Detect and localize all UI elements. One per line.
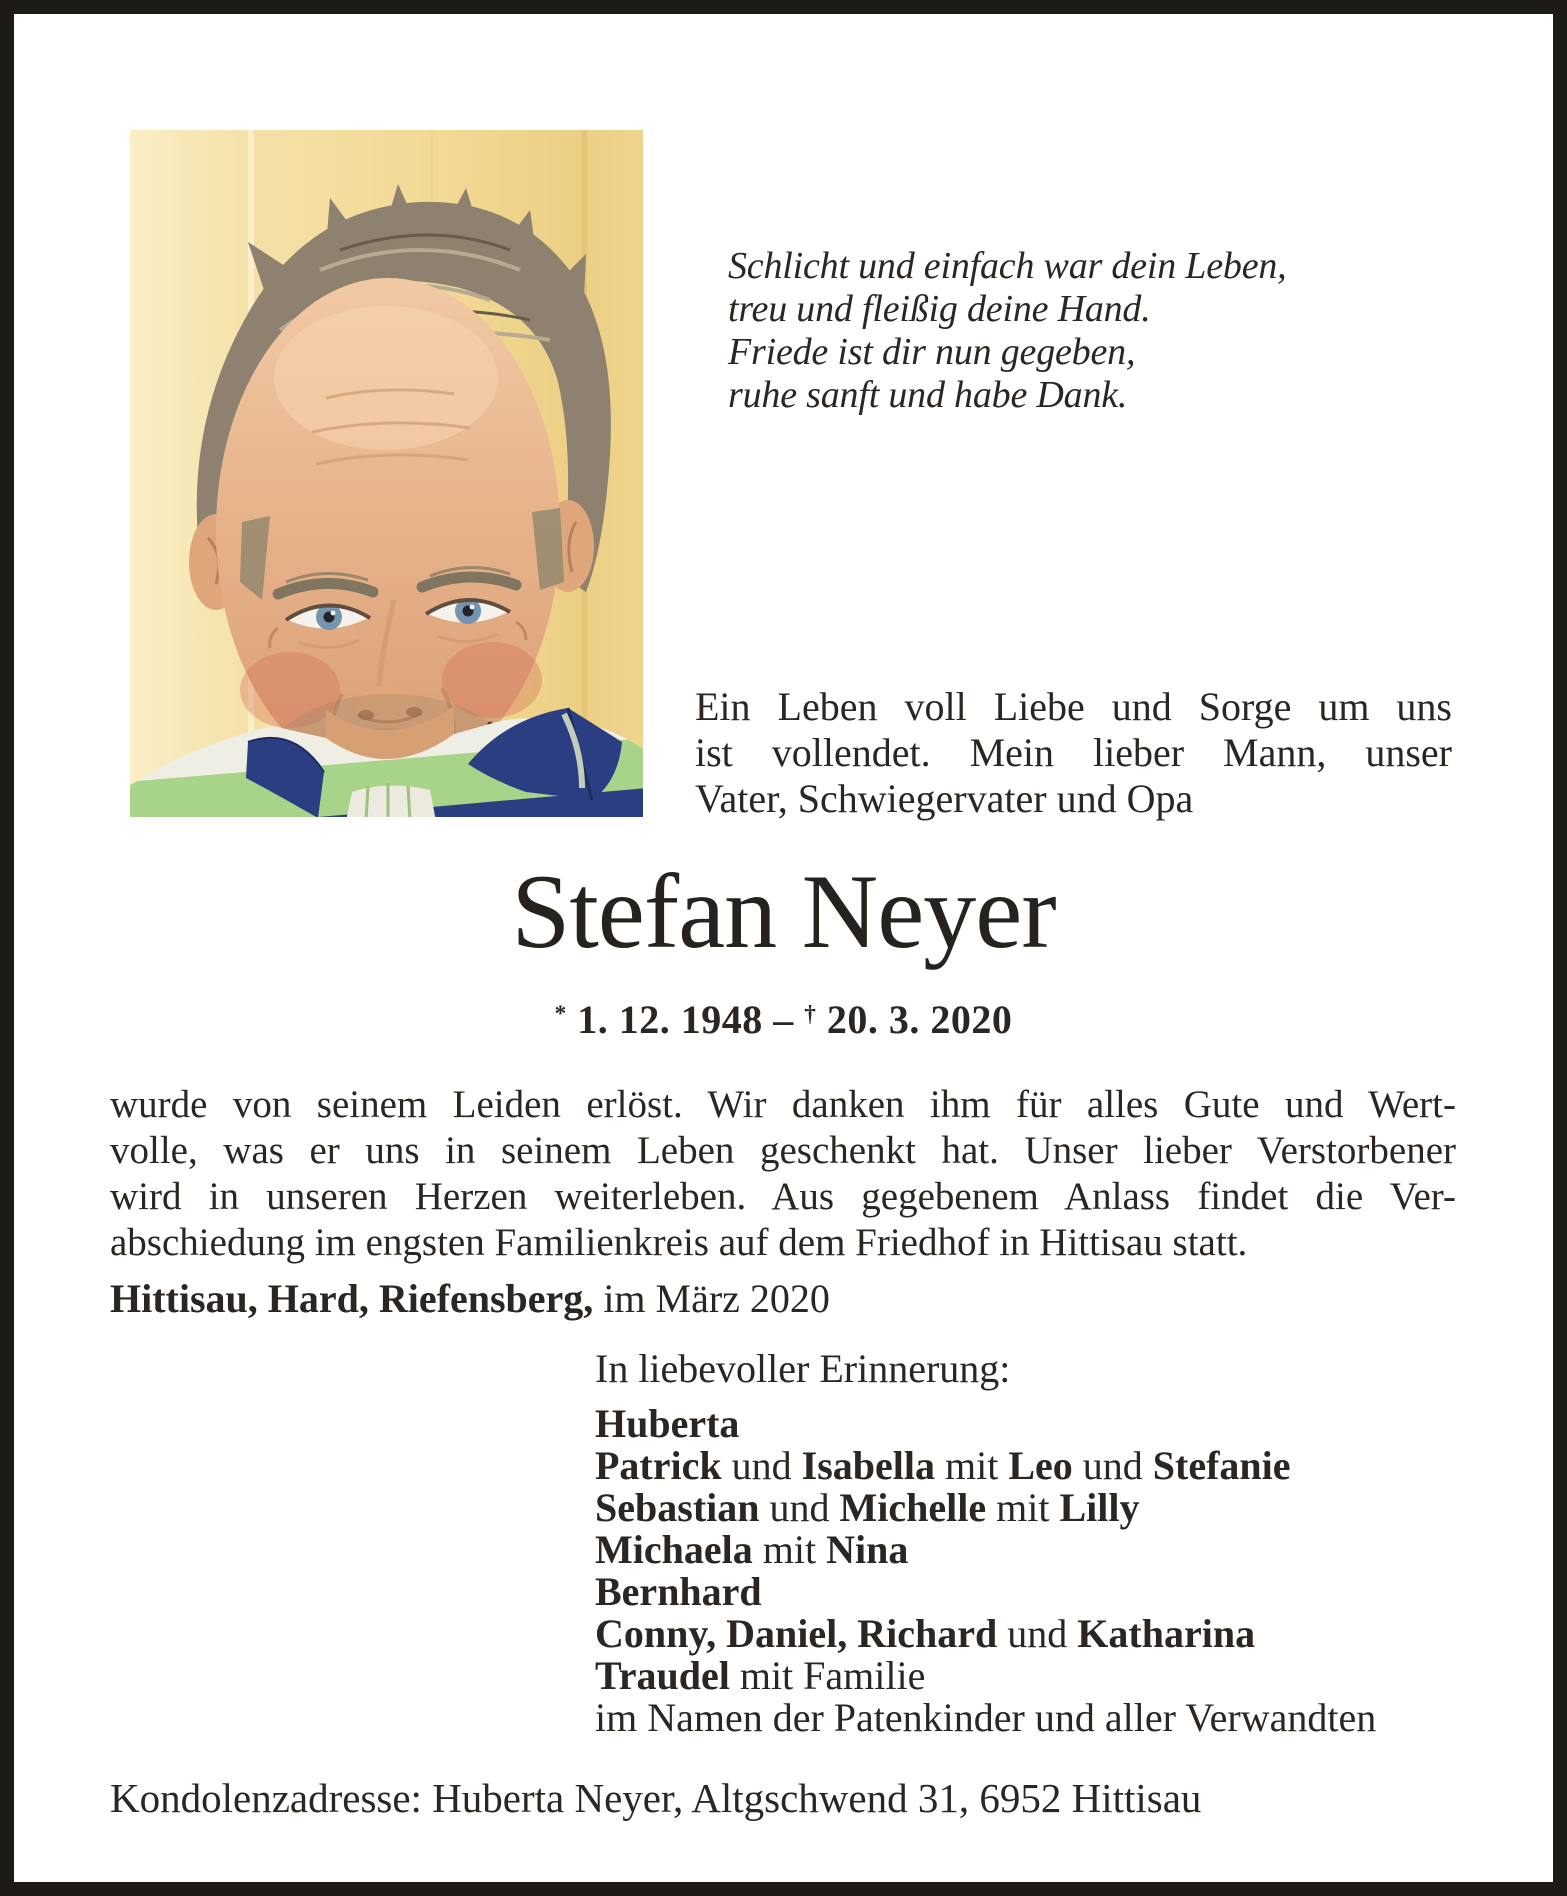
text-segment: mit bbox=[934, 1443, 1009, 1488]
text-segment: Bernhard bbox=[595, 1569, 762, 1614]
condolence-address: Kondolenzadresse: Huberta Neyer, Altgschwend 31, 6952 Hittisau bbox=[110, 1775, 1202, 1821]
text-segment: Hittisau, Hard, Riefensberg, bbox=[110, 1276, 594, 1321]
text-segment: und bbox=[759, 1485, 840, 1530]
family-line bbox=[595, 1571, 1376, 1613]
text-segment: und bbox=[997, 1611, 1078, 1656]
memorial-verse bbox=[728, 245, 1286, 417]
text-segment: Isabella bbox=[801, 1443, 935, 1488]
portrait-photo bbox=[130, 130, 643, 817]
announcement-line: wurde von seinem Leiden erlöst. Wir danken ihm für alles Gute und Wert- bbox=[110, 1083, 1456, 1126]
family-line bbox=[595, 1697, 1376, 1739]
announcement-paragraph bbox=[110, 1082, 1456, 1266]
text-segment: Stefanie bbox=[1152, 1443, 1291, 1488]
text-segment: Lilly bbox=[1059, 1485, 1140, 1530]
text-segment: im März 2020 bbox=[593, 1276, 830, 1321]
intro-paragraph bbox=[695, 684, 1452, 822]
intro-line: Ein Leben voll Liebe und Sorge um uns bbox=[695, 684, 1452, 729]
text-segment: Michelle bbox=[839, 1485, 987, 1530]
text-segment: Traudel bbox=[595, 1653, 730, 1698]
life-dates bbox=[14, 991, 1553, 1043]
announcement-line: abschiedung im engsten Familienkreis auf dem Friedhof in Hittisau statt. bbox=[110, 1221, 1248, 1264]
family-line bbox=[595, 1487, 1376, 1529]
announcement-line: wird in unseren Herzen weiterleben. Aus gegebenem Anlass findet die Ver- bbox=[110, 1175, 1456, 1218]
remembrance-heading: In liebevoller Erinnerung: bbox=[595, 1346, 1011, 1391]
intro-line: Vater, Schwiegervater und Opa bbox=[695, 776, 1194, 821]
family-line bbox=[595, 1445, 1376, 1487]
family-line bbox=[595, 1529, 1376, 1571]
intro-line: ist vollendet. Mein lieber Mann, unser bbox=[695, 730, 1452, 775]
portrait-illustration bbox=[130, 130, 643, 817]
verse-line: treu und fleißig deine Hand. bbox=[728, 288, 1151, 330]
text-segment: Huberta bbox=[595, 1401, 740, 1446]
family-line bbox=[595, 1403, 1376, 1445]
text-segment: Michaela bbox=[595, 1527, 753, 1572]
text-segment: † bbox=[804, 1001, 817, 1027]
text-segment: 1. 12. 1948 – bbox=[566, 997, 805, 1043]
family-line bbox=[595, 1655, 1376, 1697]
text-segment: mit Familie bbox=[729, 1653, 926, 1698]
text-segment: Leo bbox=[1008, 1443, 1073, 1488]
text-segment: mit bbox=[752, 1527, 827, 1572]
announcement-line: volle, was er uns in seinem Leben geschenkt hat. Unser lieber Verstorbener bbox=[110, 1129, 1456, 1172]
text-segment: Nina bbox=[826, 1527, 909, 1572]
verse-line: Schlicht und einfach war dein Leben, bbox=[728, 245, 1287, 287]
family-list bbox=[595, 1403, 1376, 1739]
place-date-line bbox=[110, 1276, 830, 1322]
text-segment: und bbox=[721, 1443, 802, 1488]
verse-line: Friede ist dir nun gegeben, bbox=[728, 331, 1136, 373]
text-segment: 20. 3. 2020 bbox=[816, 997, 1013, 1043]
text-segment: Katharina bbox=[1077, 1611, 1256, 1656]
deceased-name: Stefan Neyer bbox=[511, 853, 1056, 970]
text-segment: Patrick bbox=[595, 1443, 722, 1488]
text-segment: Conny, Daniel, Richard bbox=[595, 1611, 998, 1656]
text-segment: * bbox=[554, 1001, 567, 1027]
text-segment: und bbox=[1072, 1443, 1153, 1488]
text-segment: Sebastian bbox=[595, 1485, 760, 1530]
verse-line: ruhe sanft und habe Dank. bbox=[728, 374, 1128, 416]
family-line bbox=[595, 1613, 1376, 1655]
text-segment: mit bbox=[986, 1485, 1060, 1530]
text-segment: im Namen der Patenkinder und aller Verwandten bbox=[595, 1695, 1377, 1740]
